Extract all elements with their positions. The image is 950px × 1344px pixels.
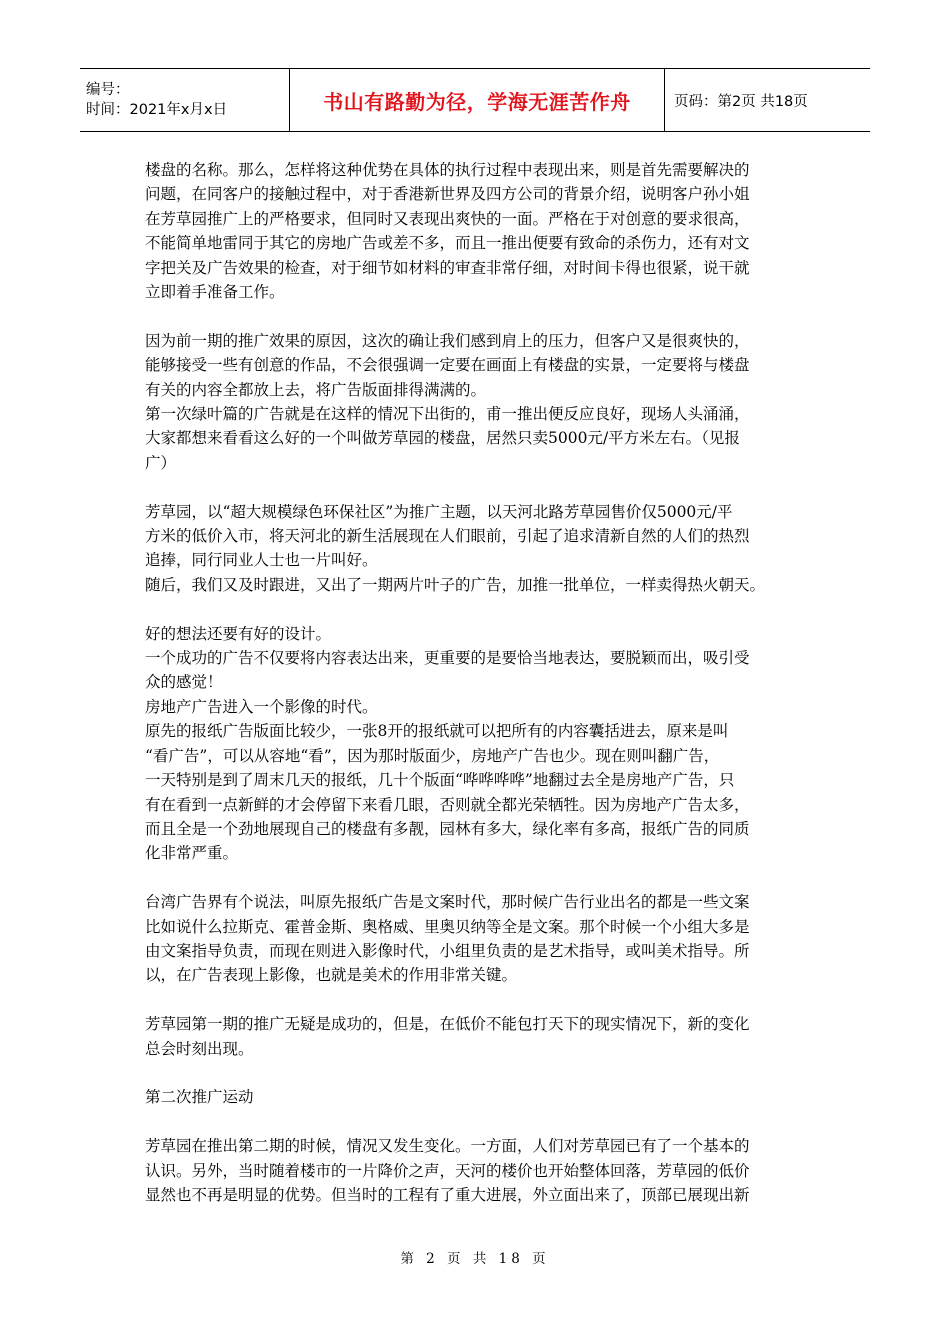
body-line: 楼盘的名称。那么，怎样将这种优势在具体的执行过程中表现出来，则是首先需要解决的 [145,161,750,179]
header-page-info: 页码：第2页 共18页 [665,69,871,132]
body-line: 方米的低价入市，将天河北的新生活展现在人们眼前，引起了追求清新自然的人们的热烈 [145,527,750,546]
body-line: 第一次绿叶篇的广告就是在这样的情况下出街的，甫一推出便反应良好，现场人头涌涌， [145,405,750,424]
header-meta-cell [80,69,290,132]
body-line: “看广告”，可以从容地“看”，因为那时版面少，房地产广告也少。现在则叫翻广告， [145,746,720,765]
body-line: 随后，我们又及时跟进，又出了一期两片叶子的广告，加推一批单位，一样卖得热火朝天。 [145,575,766,594]
body-line: 问题，在同客户的接触过程中，对于香港新世界及四方公司的背景介绍，说明客户孙小姐 [145,185,750,204]
paragraph-spacer [145,1110,813,1134]
body-line: 芳草园，以“超大规模绿色环保社区”为推广主题，以天河北路芳草园售价仅5000元/平 [145,502,733,521]
body-line: 好的想法还要有好的设计。 [145,624,332,643]
body-line: 在芳草园推广上的严格要求，但同时又表现出爽快的一面。严格在于对创意的要求很高， [145,209,750,228]
paragraph-spacer [145,988,813,1012]
body-line: 总会时刻出现。 [145,1039,254,1058]
body-line: 有在看到一点新鲜的才会停留下来看几眼，否则就全都光荣牺牲。因为房地产广告太多， [145,795,750,814]
document-date: 时间：2021年x月x日 [86,102,228,118]
body-line: 化非常严重。 [145,844,239,863]
header-motto: 书山有路勤为径，学海无涯苦作舟 [290,69,665,132]
body-line: 以，在广告表现上影像，也就是美术的作用非常关键。 [145,966,518,985]
body-line: 第二次推广运动 [145,1088,254,1107]
paragraph-spacer [145,866,813,890]
body-line: 原先的报纸广告版面比较少，一张8开的报纸就可以把所有的内容囊括进去，原来是叫 [145,722,729,741]
page-header-table [80,68,870,132]
paragraph-spacer [145,1061,813,1085]
paragraph-spacer [145,304,813,328]
body-line: 追捧，同行同业人士也一片叫好。 [145,551,378,570]
body-line: 一天特别是到了周末几天的报纸，几十个版面“哗哗哗哗”地翻过去全是房地产广告，只 [145,771,735,790]
document-body [145,158,813,1207]
body-line: 认识。另外，当时随着楼市的一片降价之声，天河的楼价也开始整体回落，芳草园的低价 [145,1161,750,1180]
body-line: 广） [145,453,177,472]
body-line: 字把关及广告效果的检查，对于细节如材料的审查非常仔细，对时间卡得也很紧，说干就 [145,258,750,277]
page-footer: 第 2 页 共 18 页 [400,1251,550,1267]
body-line: 能够接受一些有创意的作品，不会很强调一定要在画面上有楼盘的实景，一定要将与楼盘 [145,356,750,375]
body-line: 大家都想来看看这么好的一个叫做芳草园的楼盘，居然只卖5000元/平方米左右。（见报 [145,429,740,448]
body-line: 立即着手准备工作。 [145,283,285,302]
body-line: 众的感觉！ [145,673,223,692]
body-line: 芳草园在推出第二期的时候，情况又发生变化。一方面，人们对芳草园已有了一个基本的 [145,1137,750,1156]
body-line: 由文案指导负责，而现在则进入影像时代，小组里负责的是艺术指导，或叫美术指导。所 [145,941,750,960]
body-line: 房地产广告进入一个影像的时代。 [145,697,378,716]
body-line: 有关的内容全都放上去，将广告版面排得满满的。 [145,380,487,399]
body-line: 而且全是一个劲地展现自己的楼盘有多靓，园林有多大，绿化率有多高，报纸广告的同质 [145,819,750,838]
body-line: 不能简单地雷同于其它的房地广告或差不多，而且一推出便要有致命的杀伤力，还有对文 [145,234,750,253]
body-line: 显然也不再是明显的优势。但当时的工程有了重大进展，外立面出来了，顶部已展现出新 [145,1185,750,1204]
paragraph-spacer [145,475,813,499]
body-line: 比如说什么拉斯克、霍普金斯、奥格威、里奥贝纳等全是文案。那个时候一个小组大多是 [145,917,750,936]
body-line: 台湾广告界有个说法，叫原先报纸广告是文案时代，那时候广告行业出名的都是一些文案 [145,893,750,912]
body-line: 因为前一期的推广效果的原因，这次的确让我们感到肩上的压力，但客户又是很爽快的， [145,331,750,350]
body-line: 芳草园第一期的推广无疑是成功的，但是，在低价不能包打天下的现实情况下，新的变化 [145,1015,750,1034]
document-number-label: 编号： [86,82,130,98]
body-line: 一个成功的广告不仅要将内容表达出来，更重要的是要恰当地表达，要脱颖而出，吸引受 [145,649,750,668]
paragraph-spacer [145,597,813,621]
